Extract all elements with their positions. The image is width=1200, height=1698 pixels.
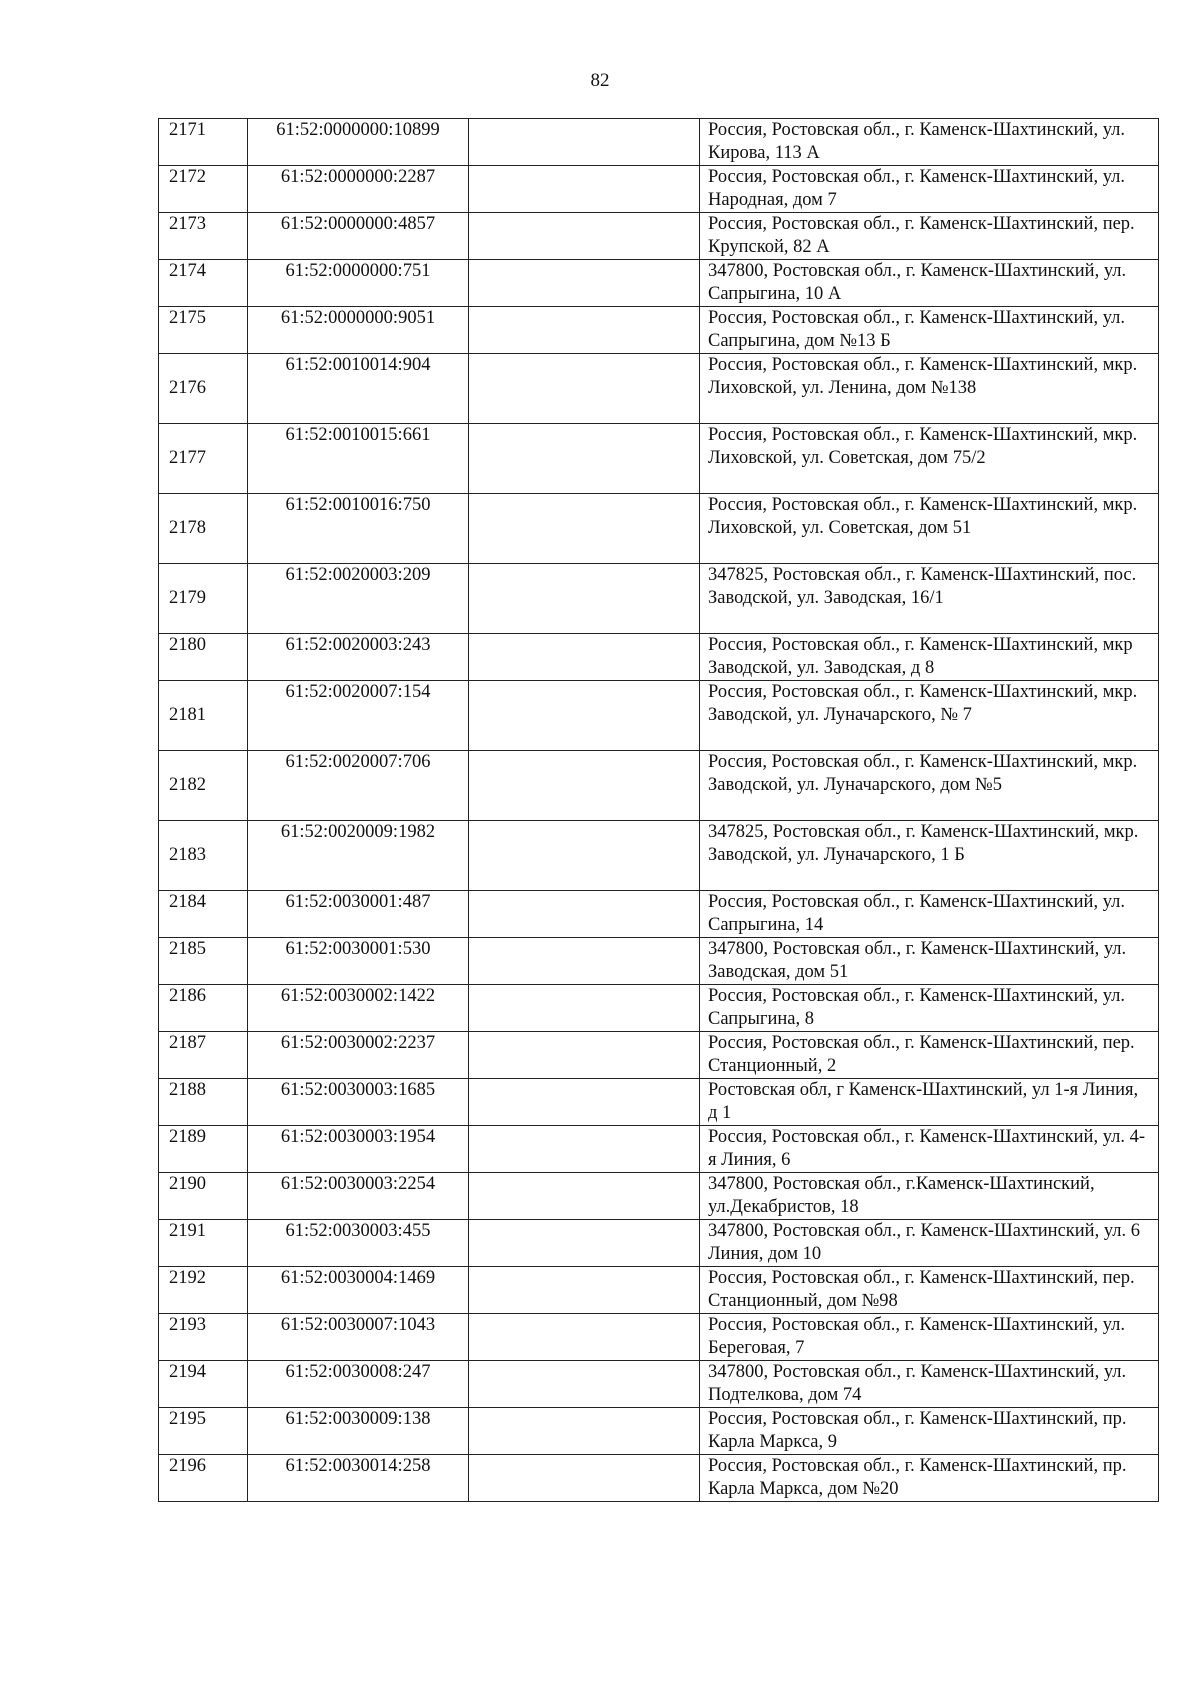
empty-cell xyxy=(469,166,700,213)
row-number: 2182 xyxy=(159,751,248,821)
row-number: 2190 xyxy=(159,1173,248,1220)
address: Россия, Ростовская обл., г. Каменск-Шахтинский, ул. Народная, дом 7 xyxy=(700,166,1159,213)
row-number: 2192 xyxy=(159,1267,248,1314)
address: Ростовская обл, г Каменск-Шахтинский, ул 1-я Линия, д 1 xyxy=(700,1079,1159,1126)
cadastral-number: 61:52:0020009:1982 xyxy=(248,821,469,891)
property-table-body xyxy=(159,119,1159,1502)
row-number: 2193 xyxy=(159,1314,248,1361)
cadastral-number: 61:52:0030003:1954 xyxy=(248,1126,469,1173)
empty-cell xyxy=(469,119,700,166)
table-row xyxy=(159,307,1159,354)
cadastral-number: 61:52:0030002:2237 xyxy=(248,1032,469,1079)
row-number: 2180 xyxy=(159,634,248,681)
address: 347800, Ростовская обл., г. Каменск-Шахтинский, ул. Подтелкова, дом 74 xyxy=(700,1361,1159,1408)
cadastral-number: 61:52:0000000:10899 xyxy=(248,119,469,166)
address: 347800, Ростовская обл., г.Каменск-Шахтинский, ул.Декабристов, 18 xyxy=(700,1173,1159,1220)
empty-cell xyxy=(469,564,700,634)
row-number: 2173 xyxy=(159,213,248,260)
address: Россия, Ростовская обл., г. Каменск-Шахтинский, мкр. Заводской, ул. Луначарского, № 7 xyxy=(700,681,1159,751)
empty-cell xyxy=(469,1361,700,1408)
empty-cell xyxy=(469,354,700,424)
cadastral-number: 61:52:0000000:4857 xyxy=(248,213,469,260)
address: Россия, Ростовская обл., г. Каменск-Шахтинский, ул. Береговая, 7 xyxy=(700,1314,1159,1361)
cadastral-number: 61:52:0030003:1685 xyxy=(248,1079,469,1126)
cadastral-number: 61:52:0000000:751 xyxy=(248,260,469,307)
table-row xyxy=(159,1408,1159,1455)
property-table xyxy=(158,118,1159,1502)
row-number: 2179 xyxy=(159,564,248,634)
table-row xyxy=(159,166,1159,213)
row-number: 2186 xyxy=(159,985,248,1032)
table-row xyxy=(159,1173,1159,1220)
address: 347800, Ростовская обл., г. Каменск-Шахтинский, ул. 6 Линия, дом 10 xyxy=(700,1220,1159,1267)
row-number: 2187 xyxy=(159,1032,248,1079)
cadastral-number: 61:52:0010015:661 xyxy=(248,424,469,494)
table-row xyxy=(159,494,1159,564)
cadastral-number: 61:52:0020007:706 xyxy=(248,751,469,821)
address: Россия, Ростовская обл., г. Каменск-Шахтинский, ул. Кирова, 113 А xyxy=(700,119,1159,166)
row-number: 2175 xyxy=(159,307,248,354)
table-row xyxy=(159,938,1159,985)
cadastral-number: 61:52:0000000:9051 xyxy=(248,307,469,354)
row-number: 2178 xyxy=(159,494,248,564)
empty-cell xyxy=(469,1267,700,1314)
table-row xyxy=(159,1314,1159,1361)
row-number: 2183 xyxy=(159,821,248,891)
table-row xyxy=(159,751,1159,821)
table-row xyxy=(159,821,1159,891)
address: 347800, Ростовская обл., г. Каменск-Шахтинский, ул. Сапрыгина, 10 А xyxy=(700,260,1159,307)
empty-cell xyxy=(469,260,700,307)
empty-cell xyxy=(469,821,700,891)
empty-cell xyxy=(469,1173,700,1220)
empty-cell xyxy=(469,938,700,985)
row-number: 2189 xyxy=(159,1126,248,1173)
table-row xyxy=(159,260,1159,307)
row-number: 2184 xyxy=(159,891,248,938)
cadastral-number: 61:52:0020003:243 xyxy=(248,634,469,681)
empty-cell xyxy=(469,634,700,681)
address: 347800, Ростовская обл., г. Каменск-Шахтинский, ул. Заводская, дом 51 xyxy=(700,938,1159,985)
row-number: 2177 xyxy=(159,424,248,494)
empty-cell xyxy=(469,494,700,564)
empty-cell xyxy=(469,1408,700,1455)
address: Россия, Ростовская обл., г. Каменск-Шахтинский, мкр. Лиховской, ул. Советская, дом 75/2 xyxy=(700,424,1159,494)
empty-cell xyxy=(469,681,700,751)
cadastral-number: 61:52:0030002:1422 xyxy=(248,985,469,1032)
address: Россия, Ростовская обл., г. Каменск-Шахтинский, пр. Карла Маркса, 9 xyxy=(700,1408,1159,1455)
empty-cell xyxy=(469,985,700,1032)
address: 347825, Ростовская обл., г. Каменск-Шахтинский, мкр. Заводской, ул. Луначарского, 1 Б xyxy=(700,821,1159,891)
table-row xyxy=(159,985,1159,1032)
cadastral-number: 61:52:0030001:530 xyxy=(248,938,469,985)
row-number: 2195 xyxy=(159,1408,248,1455)
empty-cell xyxy=(469,1314,700,1361)
table-row xyxy=(159,1361,1159,1408)
empty-cell xyxy=(469,1455,700,1502)
row-number: 2188 xyxy=(159,1079,248,1126)
cadastral-number: 61:52:0030003:2254 xyxy=(248,1173,469,1220)
cadastral-number: 61:52:0030007:1043 xyxy=(248,1314,469,1361)
table-row xyxy=(159,1032,1159,1079)
row-number: 2191 xyxy=(159,1220,248,1267)
row-number: 2174 xyxy=(159,260,248,307)
cadastral-number: 61:52:0030001:487 xyxy=(248,891,469,938)
empty-cell xyxy=(469,1126,700,1173)
cadastral-number: 61:52:0030009:138 xyxy=(248,1408,469,1455)
address: Россия, Ростовская обл., г. Каменск-Шахтинский, мкр. Лиховской, ул. Ленина, дом №138 xyxy=(700,354,1159,424)
address: 347825, Ростовская обл., г. Каменск-Шахтинский, пос. Заводской, ул. Заводская, 16/1 xyxy=(700,564,1159,634)
table-row xyxy=(159,891,1159,938)
cadastral-number: 61:52:0020003:209 xyxy=(248,564,469,634)
cadastral-number: 61:52:0000000:2287 xyxy=(248,166,469,213)
table-row xyxy=(159,564,1159,634)
empty-cell xyxy=(469,1220,700,1267)
empty-cell xyxy=(469,751,700,821)
empty-cell xyxy=(469,1032,700,1079)
table-row xyxy=(159,1220,1159,1267)
table-row xyxy=(159,119,1159,166)
address: Россия, Ростовская обл., г. Каменск-Шахтинский, мкр. Заводской, ул. Луначарского, дом №5 xyxy=(700,751,1159,821)
address: Россия, Ростовская обл., г. Каменск-Шахтинский, ул. Сапрыгина, дом №13 Б xyxy=(700,307,1159,354)
table-row xyxy=(159,424,1159,494)
cadastral-number: 61:52:0010014:904 xyxy=(248,354,469,424)
row-number: 2185 xyxy=(159,938,248,985)
table-row xyxy=(159,681,1159,751)
table-row xyxy=(159,1267,1159,1314)
address: Россия, Ростовская обл., г. Каменск-Шахтинский, пер. Станционный, 2 xyxy=(700,1032,1159,1079)
table-row xyxy=(159,354,1159,424)
address: Россия, Ростовская обл., г. Каменск-Шахтинский, ул. Сапрыгина, 8 xyxy=(700,985,1159,1032)
row-number: 2181 xyxy=(159,681,248,751)
empty-cell xyxy=(469,1079,700,1126)
row-number: 2171 xyxy=(159,119,248,166)
address: Россия, Ростовская обл., г. Каменск-Шахтинский, мкр Заводской, ул. Заводская, д 8 xyxy=(700,634,1159,681)
empty-cell xyxy=(469,307,700,354)
empty-cell xyxy=(469,424,700,494)
row-number: 2172 xyxy=(159,166,248,213)
address: Россия, Ростовская обл., г. Каменск-Шахтинский, ул. 4-я Линия, 6 xyxy=(700,1126,1159,1173)
address: Россия, Ростовская обл., г. Каменск-Шахтинский, ул. Сапрыгина, 14 xyxy=(700,891,1159,938)
table-row xyxy=(159,634,1159,681)
empty-cell xyxy=(469,891,700,938)
cadastral-number: 61:52:0010016:750 xyxy=(248,494,469,564)
row-number: 2194 xyxy=(159,1361,248,1408)
table-row xyxy=(159,213,1159,260)
address: Россия, Ростовская обл., г. Каменск-Шахтинский, мкр. Лиховской, ул. Советская, дом 51 xyxy=(700,494,1159,564)
address: Россия, Ростовская обл., г. Каменск-Шахтинский, пер. Крупской, 82 А xyxy=(700,213,1159,260)
cadastral-number: 61:52:0030004:1469 xyxy=(248,1267,469,1314)
page-number: 82 xyxy=(590,70,610,91)
table-row xyxy=(159,1455,1159,1502)
cadastral-number: 61:52:0030003:455 xyxy=(248,1220,469,1267)
row-number: 2196 xyxy=(159,1455,248,1502)
empty-cell xyxy=(469,213,700,260)
cadastral-number: 61:52:0020007:154 xyxy=(248,681,469,751)
cadastral-number: 61:52:0030014:258 xyxy=(248,1455,469,1502)
table-row xyxy=(159,1126,1159,1173)
table-row xyxy=(159,1079,1159,1126)
cadastral-number: 61:52:0030008:247 xyxy=(248,1361,469,1408)
address: Россия, Ростовская обл., г. Каменск-Шахтинский, пер. Станционный, дом №98 xyxy=(700,1267,1159,1314)
property-table-wrapper xyxy=(158,118,1159,1502)
row-number: 2176 xyxy=(159,354,248,424)
address: Россия, Ростовская обл., г. Каменск-Шахтинский, пр. Карла Маркса, дом №20 xyxy=(700,1455,1159,1502)
